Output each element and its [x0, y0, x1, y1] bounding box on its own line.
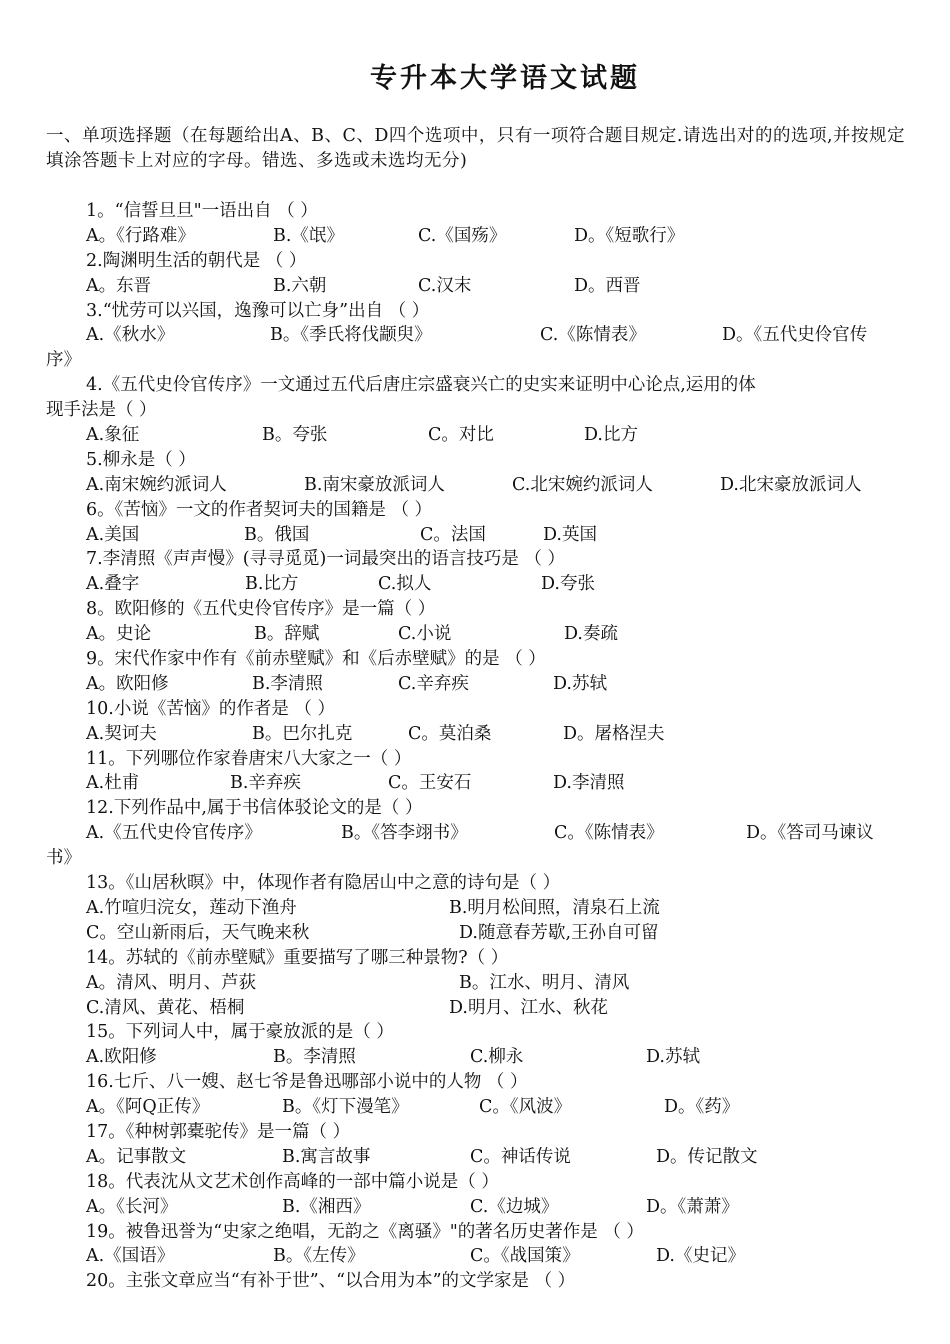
question-text: 6。《苦恼》一文的作者契诃夫的国籍是 （ ）	[86, 499, 433, 520]
question-line	[0, 697, 950, 722]
question-line	[0, 348, 950, 373]
answer-option: B。江水、明月、清风	[459, 972, 630, 993]
options-row	[0, 971, 950, 996]
answer-option: D。《短歌行》	[574, 225, 685, 246]
options-row	[0, 1095, 950, 1120]
question-text: 9。宋代作家中作有《前赤壁赋》和《后赤壁赋》的是 （ ）	[86, 649, 546, 670]
answer-option: C.《国殇》	[418, 225, 507, 246]
options-row	[0, 1145, 950, 1170]
options-row	[0, 1244, 950, 1269]
answer-option: D。《五代史伶官传	[722, 325, 868, 346]
answer-option: A。《行路难》	[86, 225, 195, 246]
answer-option: D.奏疏	[564, 624, 618, 645]
question-line	[0, 1020, 950, 1045]
answer-option: C.汉末	[418, 275, 472, 296]
answer-option: A。《阿Q正传》	[86, 1097, 210, 1118]
question-line	[0, 1120, 950, 1145]
question-line	[0, 946, 950, 971]
answer-option: B。《左传》	[273, 1246, 365, 1267]
options-row	[0, 1195, 950, 1220]
answer-option: A.《秋水》	[86, 325, 175, 346]
options-row	[0, 622, 950, 647]
answer-option: C.柳永	[470, 1047, 524, 1068]
answer-option: C。空山新雨后，天气晚来秋	[86, 922, 310, 943]
answer-option: D.随意春芳歇,王孙自可留	[459, 922, 659, 943]
question-line	[0, 498, 950, 523]
question-text: 20。主张文章应当“有补于世”、“以合用为本”的文学家是 （ ）	[86, 1271, 576, 1292]
answer-option: D.《史记》	[656, 1246, 745, 1267]
answer-option: A。记事散文	[86, 1146, 187, 1167]
answer-option: A.欧阳修	[86, 1047, 157, 1068]
question-line	[0, 398, 950, 423]
question-text: 14。苏轼的《前赤壁赋》重要描写了哪三种景物?（ ）	[86, 947, 509, 968]
exam-title: 专升本大学语文试题	[370, 63, 640, 94]
question-text-continued: 现手法是（ ）	[46, 400, 157, 421]
answer-option: B.六朝	[273, 275, 327, 296]
answer-option: D.明月、江水、秋花	[449, 997, 608, 1018]
options-row	[0, 722, 950, 747]
answer-option: A。清风、明月、芦荻	[86, 972, 257, 993]
options-row	[0, 473, 950, 498]
answer-option: A。欧阳修	[86, 673, 169, 694]
answer-option: A.契诃夫	[86, 723, 157, 744]
answer-option: B。俄国	[244, 524, 310, 545]
question-line	[0, 1220, 950, 1245]
answer-option: A.《国语》	[86, 1246, 175, 1267]
answer-option: C。法国	[420, 524, 486, 545]
question-line	[0, 373, 950, 398]
question-text: 19。被鲁迅誉为“史家之绝唱，无韵之《离骚》"的著名历史著作是 （ ）	[86, 1221, 644, 1242]
answer-option: B.寓言故事	[282, 1146, 371, 1167]
question-line	[0, 199, 950, 224]
question-line	[0, 796, 950, 821]
answer-option: D。西晋	[574, 275, 641, 296]
answer-option: C.北宋婉约派词人	[512, 474, 653, 495]
question-text: 15。下列词人中，属于豪放派的是（ ）	[86, 1022, 394, 1043]
answer-option: B。《灯下漫笔》	[282, 1097, 409, 1118]
options-row	[0, 572, 950, 597]
answer-option: D。《萧萧》	[646, 1196, 739, 1217]
answer-option: D.夸张	[541, 574, 595, 595]
answer-option: B。《答李翊书》	[341, 823, 468, 844]
answer-option: C。《陈情表》	[554, 823, 664, 844]
options-row	[0, 523, 950, 548]
question-text-continued: 书》	[46, 848, 81, 869]
answer-option: D.英国	[543, 524, 597, 545]
answer-option: D。传记散文	[656, 1146, 758, 1167]
answer-option: C。莫泊桑	[408, 723, 492, 744]
question-text: 11。下列哪位作家眷唐宋八大家之一（ ）	[86, 748, 412, 769]
answer-option: B。巴尔扎克	[252, 723, 353, 744]
answer-option: A。《长河》	[86, 1196, 178, 1217]
answer-option: B.《湘西》	[282, 1196, 371, 1217]
options-row	[0, 1045, 950, 1070]
answer-option: C。王安石	[388, 773, 472, 794]
answer-option: D。《药》	[664, 1097, 740, 1118]
options-row	[0, 821, 950, 846]
answer-option: D.北宋豪放派词人	[720, 474, 862, 495]
answer-option: C.小说	[398, 624, 452, 645]
answer-option: D.苏轼	[646, 1047, 700, 1068]
answer-option: D.比方	[584, 425, 638, 446]
answer-option: A.《五代史伶官传序》	[86, 823, 262, 844]
answer-option: C.清风、黄花、梧桐	[86, 997, 245, 1018]
answer-option: A.南宋婉约派词人	[86, 474, 227, 495]
question-line	[0, 747, 950, 772]
answer-option: A.美国	[86, 524, 140, 545]
answer-option: B.《氓》	[273, 225, 344, 246]
answer-option: D。屠格涅夫	[563, 723, 665, 744]
answer-option: D.李清照	[553, 773, 625, 794]
options-row	[0, 996, 950, 1021]
question-list	[0, 199, 950, 1294]
answer-option: B.比方	[245, 574, 299, 595]
question-line	[0, 597, 950, 622]
answer-option: B。夸张	[262, 425, 328, 446]
question-text: 12.下列作品中,属于书信体驳论文的是（ ）	[86, 798, 423, 819]
answer-option: A.叠字	[86, 574, 140, 595]
options-row	[0, 224, 950, 249]
section-instructions: 一、单项选择题（在每题给出A、B、C、D四个选项中，只有一项符合题目规定.请选出对的的选项,并按规定填涂答题卡上对应的字母。错选、多选或未选均无分)	[46, 126, 906, 171]
question-line	[0, 249, 950, 274]
options-row	[0, 771, 950, 796]
question-line	[0, 1070, 950, 1095]
question-text: 10.小说《苦恼》的作者是 （ ）	[86, 698, 335, 719]
answer-option: C.拟人	[378, 574, 432, 595]
answer-option: B。《季氏将伐颛臾》	[270, 325, 432, 346]
answer-option: C.《陈情表》	[540, 325, 646, 346]
answer-option: B.南宋豪放派词人	[304, 474, 445, 495]
question-line	[0, 871, 950, 896]
answer-option: B.明月松间照，清泉石上流	[449, 897, 660, 918]
options-row	[0, 423, 950, 448]
answer-option: C。《风波》	[479, 1097, 572, 1118]
question-text-continued: 序》	[46, 350, 81, 371]
answer-option: D.苏轼	[553, 673, 607, 694]
options-row	[0, 274, 950, 299]
question-text: 7.李清照《声声慢》(寻寻觅觅)一词最突出的语言技巧是 （ ）	[86, 549, 565, 570]
answer-option: B。辞赋	[254, 624, 320, 645]
answer-option: A。东晋	[86, 275, 152, 296]
question-text: 5.柳永是（ ）	[86, 449, 196, 470]
question-text: 2.陶渊明生活的朝代是 （ ）	[86, 250, 307, 271]
question-text: 4.《五代史伶官传序》一文通过五代后唐庄宗盛衰兴亡的史实来证明中心论点,运用的体	[86, 375, 756, 396]
answer-option: C。《战国策》	[470, 1246, 580, 1267]
answer-option: C。神话传说	[470, 1146, 571, 1167]
answer-option: A.杜甫	[86, 773, 140, 794]
question-line	[0, 846, 950, 871]
question-text: 16.七斤、八一嫂、赵七爷是鲁迅哪部小说中的人物 （ ）	[86, 1072, 528, 1093]
options-row	[0, 323, 950, 348]
question-line	[0, 299, 950, 324]
question-line	[0, 1170, 950, 1195]
answer-option: C。对比	[428, 425, 494, 446]
answer-option: C.《边城》	[470, 1196, 559, 1217]
question-text: 1。“信誓旦旦"一语出自 （ ）	[86, 201, 318, 221]
answer-option: B。李清照	[273, 1047, 356, 1068]
answer-option: A.竹喧归浣女，莲动下渔舟	[86, 897, 297, 918]
question-line	[0, 1269, 950, 1294]
answer-option: A。史论	[86, 624, 152, 645]
question-text: 8。欧阳修的《五代史伶官传序》是一篇（ ）	[86, 599, 436, 620]
question-line	[0, 647, 950, 672]
answer-option: B.辛弃疾	[230, 773, 301, 794]
answer-option: A.象征	[86, 425, 140, 446]
options-row	[0, 672, 950, 697]
question-text: 13。《山居秋暝》中，体现作者有隐居山中之意的诗句是（ ）	[86, 873, 561, 894]
answer-option: C.辛弃疾	[398, 673, 469, 694]
answer-option: D。《答司马谏议	[746, 823, 874, 844]
question-text: 3.“忧劳可以兴国，逸豫可以亡身”出自 （ ）	[86, 300, 430, 321]
question-text: 18。代表沈从文艺术创作高峰的一部中篇小说是（ ）	[86, 1171, 499, 1192]
question-line	[0, 547, 950, 572]
question-text: 17。《种树郭橐驼传》是一篇（ ）	[86, 1121, 351, 1142]
options-row	[0, 921, 950, 946]
question-line	[0, 448, 950, 473]
answer-option: B.李清照	[252, 673, 323, 694]
options-row	[0, 896, 950, 921]
